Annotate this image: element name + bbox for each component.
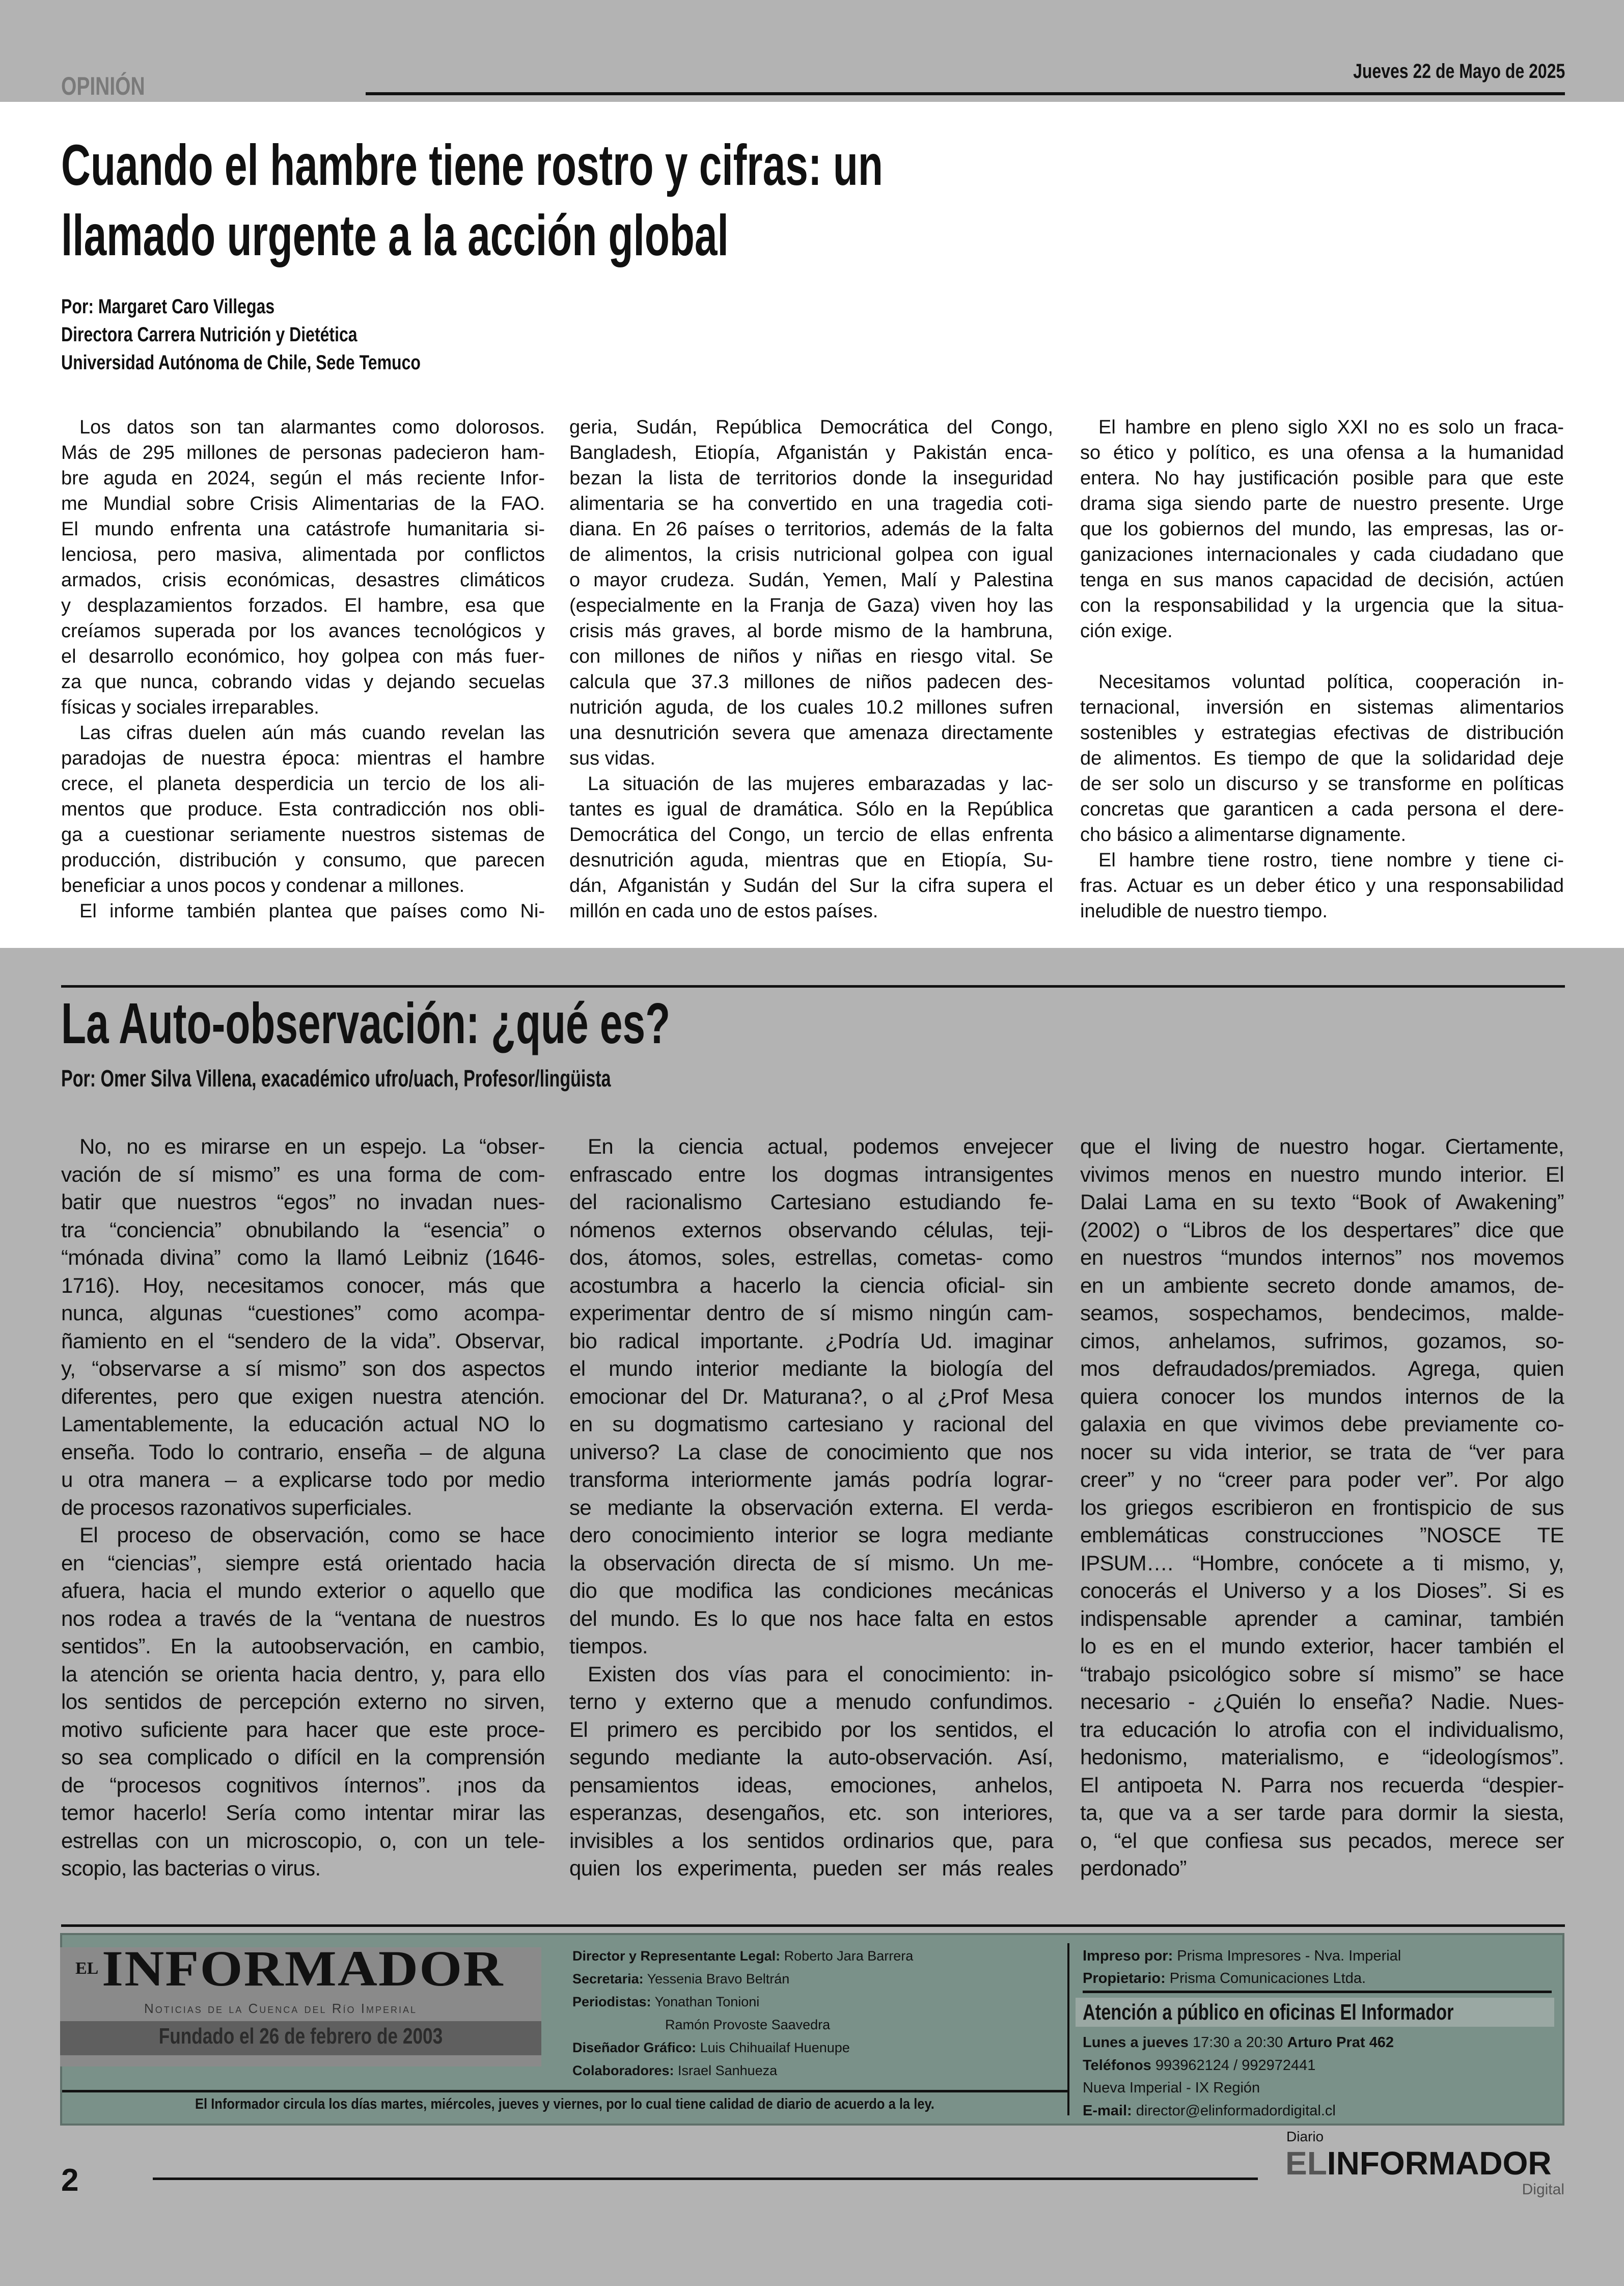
staff-row [572, 2036, 913, 2059]
text-line: sentidos”. En la autoobservación, en cambio, [61, 1634, 545, 1658]
text-line: universo? La clase de conocimiento que nos [569, 1439, 1053, 1464]
text-line: el desarrollo económico, hoy golpea con más fuer- [61, 646, 545, 667]
article2-column-1 [61, 1133, 545, 1883]
hours-row [1083, 2031, 1394, 2054]
article1-column-3 [1080, 415, 1564, 924]
text-line: diana. En 26 países o territorios, además de la falta [569, 519, 1053, 540]
text-line: esperanzas, desengaños, etc. son interiores, [569, 1801, 1053, 1825]
text-line: Existen dos vías para el conocimiento: in- [588, 1662, 1053, 1686]
text-line: armados, crisis económicas, desastres climáticos [61, 569, 545, 591]
text-line: de ser solo un discurso y se transforme en políticas [1080, 773, 1564, 795]
newspaper-logo [102, 1940, 504, 1997]
text-line: (2002) o “Libros de los despertares” dice que [1080, 1217, 1564, 1242]
office-title [1083, 1998, 1558, 2027]
text-line: enseña. Todo lo contrario, enseña – de alguna [61, 1439, 545, 1464]
staff-value: Israel Sanhueza [674, 2063, 778, 2078]
text-line: y, “observarse a sí mismo” son dos aspectos [61, 1356, 545, 1380]
staff-value: Yessenia Bravo Beltrán [643, 1971, 790, 1986]
logo-el: EL [75, 1959, 99, 1978]
text-line: seamos, sospechamos, bendecimos, malde- [1080, 1301, 1564, 1325]
text-line: El primero es percibido por los sentidos, el [569, 1717, 1053, 1741]
text-line: dio que modifica las condiciones mecánicas [569, 1579, 1053, 1602]
text-line: quiera conocer los mundos internos de la [1080, 1384, 1564, 1408]
article1-headline [61, 130, 1219, 270]
text-line: mentos que produce. Esta contradicción nos obli- [61, 799, 545, 820]
text-line: IPSUM…. “Hombre, conócete a ti mismo, y, [1080, 1550, 1564, 1575]
text-line: “trabajo psicológico sobre sí mismo” se hace [1080, 1662, 1564, 1686]
staff-value: Yonathan Tonioni [651, 1994, 760, 2009]
text-line: bio radical importante. ¿Podría Ud. imaginar [569, 1328, 1053, 1353]
masthead-vertical-divider [1067, 1943, 1069, 2115]
text-line: fras. Actuar es un deber ético y una responsabilidad [1080, 875, 1564, 896]
text-line: que los gobiernos del mundo, las empresas, las or- [1080, 519, 1564, 540]
staff-row [572, 2059, 913, 2082]
staff-row [572, 2013, 913, 2036]
circulation-note [62, 2096, 1067, 2113]
text-line: nutrición aguda, de los cuales 10.2 millones sufren [569, 697, 1053, 718]
page-number: 2 [61, 2163, 79, 2198]
text-line: con la responsabilidad y la urgencia que la situa- [1080, 595, 1564, 616]
text-line: lo es en el mundo exterior, hacer también el [1080, 1634, 1564, 1658]
text-line: se mediante la observación externa. El verda- [569, 1495, 1053, 1519]
text-line: ga a cuestionar seriamente nuestros sistemas de [61, 824, 545, 846]
text-line: que el living de nuestro hogar. Ciertamente, [1080, 1134, 1564, 1158]
brand-digital: Digital [1522, 2181, 1564, 2198]
byline-text: Por: Omer Silva Villena, exacadémico ufro/uach, Profesor/lingüista [61, 1065, 611, 1092]
text-line: scopio, las bacterias o virus. [61, 1856, 321, 1880]
issue-date-text: Jueves 22 de Mayo de 2025 [1353, 60, 1565, 83]
office-info [1083, 2031, 1394, 2122]
text-line: la observación directa de sí mismo. Un me- [569, 1550, 1053, 1575]
staff-value: Roberto Jara Barrera [780, 1948, 914, 1964]
staff-row [572, 1968, 913, 1991]
text-line: en nuestros “mundos internos” nos movemos [1080, 1245, 1564, 1269]
text-line: transforma interiormente jamás podría lograr- [569, 1467, 1053, 1491]
hours-label: Lunes a jueves [1083, 2034, 1189, 2051]
staff-label: Secretaria: [572, 1971, 644, 1986]
text-line: físicas y sociales irreparables. [61, 697, 319, 718]
staff-label: Periodistas: [572, 1994, 651, 2009]
text-line: cimos, anhelamos, sufrimos, gozamos, so- [1080, 1328, 1564, 1353]
headline-line: Cuando el hambre tiene rostro y cifras: un [61, 133, 883, 197]
text-line: El informe también plantea que países como Ni- [79, 901, 545, 922]
section-label-text: OPINIÓN [61, 72, 145, 100]
text-line: (especialmente en la Franja de Gaza) viven hoy las [569, 595, 1053, 616]
text-line: acostumbra a hacerlo la ciencia oficial- sin [569, 1273, 1053, 1297]
text-line: de alimentos. Es tiempo de que la solidaridad deje [1080, 748, 1564, 769]
text-line: El mundo enfrenta una catástrofe humanitaria si- [61, 519, 545, 540]
text-line: de “procesos cognitivos ínternos”. ¡nos da [61, 1773, 545, 1797]
text-line: ganizaciones internacionales y cada ciudadano que [1080, 544, 1564, 565]
text-line: sus vidas. [569, 748, 655, 769]
paragraph [1080, 669, 1564, 848]
section-label [61, 71, 169, 101]
paragraph [569, 1133, 1053, 1661]
printer-label: Impreso por: [1083, 1948, 1173, 1964]
staff-value: Luis Chihuailaf Huenupe [696, 2040, 850, 2055]
text-line: de procesos razonativos superficiales. [61, 1495, 412, 1519]
brand-logo [1285, 2147, 1552, 2180]
text-line: ta, que va a ser tarde para dormir la siesta, [1080, 1801, 1564, 1825]
text-line: tra educación lo atrofia con el individualismo, [1080, 1717, 1564, 1741]
text-line: en un ambiente secreto donde amamos, de- [1080, 1273, 1564, 1297]
text-line: En la ciencia actual, podemos envejecer [588, 1134, 1053, 1158]
text-line: 1716). Hoy, necesitamos conocer, más que [61, 1273, 545, 1297]
text-line: alimentaria se ha convertido en una tragedia coti- [569, 493, 1053, 514]
text-line: hedonismo, materialismo, e “ideologísmos”. [1080, 1745, 1564, 1769]
text-line: paradojas de nuestra época: mientras el hambre [61, 748, 545, 769]
text-line: quien los experimenta, pueden ser más reales [569, 1856, 1053, 1880]
text-line: batir que nuestros “egos” no invadan nues- [61, 1190, 545, 1214]
paragraph [569, 771, 1053, 924]
text-line: segundo mediante la auto-observación. Así, [569, 1745, 1053, 1769]
text-line: Más de 295 millones de personas padecieron ham- [61, 442, 545, 464]
text-line: dán, Afganistán y Sudán del Sur la cifra supera el [569, 875, 1053, 896]
issue-date [1300, 60, 1565, 83]
text-line: me Mundial sobre Crisis Alimentarias de la FAO. [61, 493, 545, 514]
publisher-divider [1083, 1991, 1552, 1993]
text-line: calcula que 37.3 millones de niños padecen des- [569, 671, 1053, 693]
text-line: la atención se orienta hacia dentro, y, para ello [61, 1662, 545, 1686]
footer-rule [61, 1924, 1565, 1927]
headline-line: llamado urgente a la acción global [61, 203, 729, 267]
text-line: Democrática del Congo, un tercio de ellas enfrenta [569, 824, 1053, 846]
text-line: perdonado” [1080, 1856, 1187, 1880]
text-line: necesario - ¿Quién lo enseña? Nadie. Nues- [1080, 1690, 1564, 1713]
text-line: mos defraudados/premiados. Agrega, quien [1080, 1356, 1564, 1380]
paragraph-gap [1080, 644, 1564, 669]
text-line: nómenos externos observando células, teji- [569, 1217, 1053, 1242]
text-line: diferentes, pero que exigen nuestra atención. [61, 1384, 545, 1408]
text-line: beneficiar a unos pocos y condenar a millones. [61, 875, 465, 896]
article1-byline [61, 293, 510, 377]
article2-byline [61, 1065, 804, 1093]
circulation-text: El Informador circula los días martes, miércoles, jueves y viernes, por lo cual tiene calidad de diario de acuerdo a la ley. [195, 2096, 934, 2112]
staff-row [572, 1991, 913, 2013]
founded-date [60, 2024, 541, 2049]
text-line: Lamentablemente, la educación actual NO lo [61, 1412, 545, 1436]
email-row [1083, 2100, 1394, 2122]
text-line: del racionalismo Cartesiano estudiando fe- [569, 1190, 1053, 1214]
text-line: invisibles a los sentidos ordinarios que, para [569, 1828, 1053, 1853]
owner-row [1083, 1967, 1401, 1990]
text-line: el mundo interior mediante la biología del [569, 1356, 1053, 1380]
location: Nueva Imperial - IX Región [1083, 2080, 1260, 2096]
phones-row [1083, 2054, 1394, 2077]
text-line: bezan la lista de territorios donde la inseguridad [569, 468, 1053, 489]
text-line: conocerás el Universo y a los Dioses”. Si es [1080, 1579, 1564, 1602]
text-line: emblemáticas construcciones ”NOSCE TE [1080, 1523, 1564, 1547]
text-line: ción exige. [1080, 620, 1173, 642]
email-link[interactable]: director@elinformadordigital.cl [1132, 2102, 1336, 2119]
paragraph [1080, 1133, 1564, 1883]
byline-role: Directora Carrera Nutrición y Dietética [61, 323, 357, 346]
text-line: ñamiento en el “sendero de la vida”. Observar, [61, 1328, 545, 1353]
paragraph [61, 720, 545, 899]
byline-author: Por: Margaret Caro Villegas [61, 295, 275, 318]
paragraph [61, 1521, 545, 1883]
phones-value: 993962124 / 992972441 [1151, 2057, 1316, 2074]
text-line: ternacional, inversión en sistemas alimentarios [1080, 697, 1564, 718]
article-divider [61, 985, 1565, 988]
staff-label: Colaboradores: [572, 2063, 674, 2078]
text-line: tiempos. [569, 1634, 648, 1658]
text-line: con millones de niños y niñas en riesgo vital. Se [569, 646, 1053, 667]
text-line: y desplazamientos forzados. El hambre, esa que [61, 595, 545, 616]
text-line: u otra manera – a explicarse todo por medio [61, 1467, 545, 1491]
text-line: El antipoeta N. Parra nos recuerda “despier- [1080, 1773, 1564, 1797]
text-line: en su dogmatismo cartesiano y racional del [569, 1412, 1053, 1436]
paragraph [61, 899, 545, 924]
text-line: emocionar del Dr. Maturana?, o al ¿Prof Mesa [569, 1384, 1053, 1408]
text-line: vación de sí mismo” es una forma de com- [61, 1162, 545, 1186]
phones-label: Teléfonos [1083, 2057, 1151, 2074]
text-line: experimentar dentro de sí mismo ningún cam- [569, 1301, 1053, 1325]
owner-value: Prisma Comunicaciones Ltda. [1165, 1970, 1366, 1986]
text-line: los griegos escribieron en frontispicio de sus [1080, 1495, 1564, 1519]
text-line: El proceso de observación, como se hace [79, 1523, 545, 1547]
text-line: geria, Sudán, República Democrática del Congo, [569, 417, 1053, 438]
printer-value: Prisma Impresores - Nva. Imperial [1173, 1948, 1401, 1964]
text-line: en “ciencias”, siempre está orientado hacia [61, 1550, 545, 1575]
text-line: sostenibles y estrategias efectivas de distribución [1080, 722, 1564, 744]
text-line: za que nunca, cobrando vidas y dejando secuelas [61, 671, 545, 693]
byline-institution: Universidad Autónoma de Chile, Sede Temuco [61, 351, 421, 374]
text-line: una desnutrición severa que amenaza directamente [569, 722, 1053, 744]
text-line: pensamientos ideas, emociones, anhelos, [569, 1773, 1053, 1797]
text-line: Necesitamos voluntad política, cooperación in- [1098, 671, 1564, 693]
text-line: o mayor crudeza. Sudán, Yemen, Malí y Palestina [569, 569, 1053, 591]
text-line: producción, distribución y consumo, que parecen [61, 850, 545, 871]
printer-row [1083, 1945, 1401, 1967]
text-line: galaxia en que vivimos debe previamente co- [1080, 1412, 1564, 1436]
text-line: cho básico a alimentarse dignamente. [1080, 824, 1407, 846]
staff-list [572, 1945, 913, 2082]
text-line: vivimos menos en nuestro mundo interior. El [1080, 1162, 1564, 1186]
office-address: Arturo Prat 462 [1287, 2034, 1394, 2051]
article2-headline [61, 988, 919, 1058]
text-line: lenciosa, pero masiva, alimentada por conflictos [61, 544, 545, 565]
staff-label: Diseñador Gráfico: [572, 2040, 697, 2055]
founded-text: Fundado el 26 de febrero de 2003 [158, 2024, 443, 2049]
text-line: millón en cada uno de estos países. [569, 901, 878, 922]
text-line: creer” y no “creer para poder ver”. Por algo [1080, 1467, 1564, 1491]
paragraph [1080, 848, 1564, 924]
text-line: El hambre en pleno siglo XXI no es solo un fraca- [1098, 417, 1564, 438]
text-line: temor hacerlo! Sería como intentar mirar las [61, 1801, 545, 1825]
text-line: creíamos superada por los avances tecnológicos y [61, 620, 545, 642]
paragraph [61, 415, 545, 720]
article2-column-2 [569, 1133, 1053, 1883]
hours-value: 17:30 a 20:30 [1188, 2034, 1287, 2051]
text-line: “mónada divina” como la llamó Leibniz (1646- [61, 1245, 545, 1269]
text-line: terno y externo que a menudo confundimos. [569, 1690, 1053, 1713]
text-line: crisis más graves, al borde mismo de la hambruna, [569, 620, 1053, 642]
headline-text: La Auto-observación: ¿qué es? [61, 991, 671, 1055]
brand-name: INFORMADOR [1327, 2145, 1552, 2182]
text-line: ineludible de nuestro tiempo. [1080, 901, 1328, 922]
text-line: nunca, algunas “cuestiones” como acompa- [61, 1301, 545, 1325]
text-line: enfrascado entre los dogmas intransigentes [569, 1162, 1053, 1186]
text-line: No, no es mirarse en un espejo. La “obser- [79, 1134, 545, 1158]
text-line: concretas que garanticen a cada persona el dere- [1080, 799, 1564, 820]
text-line: de alimentos, la crisis nutricional golpea con igual [569, 544, 1053, 565]
text-line: tra “conciencia” obnubilando la “esencia” o [61, 1217, 545, 1242]
bottom-rule [153, 2178, 1258, 2180]
paragraph [569, 1661, 1053, 1883]
text-line: Las cifras duelen aún más cuando revelan las [79, 722, 545, 744]
text-line: motivo suficiente para hacer que este proce- [61, 1717, 545, 1741]
article1-column-1 [61, 415, 545, 924]
text-line: tenga en sus manos capacidad de decisión, actúen [1080, 569, 1564, 591]
publisher-info [1083, 1945, 1401, 1990]
office-title-text: Atención a público en oficinas El Informador [1083, 2000, 1454, 2025]
paragraph [61, 1133, 545, 1521]
text-line: Dalai Lama en su texto “Book of Awakening” [1080, 1190, 1564, 1214]
text-line: Los datos son tan alarmantes como dolorosos. [79, 417, 545, 438]
brand-el: EL [1285, 2145, 1327, 2182]
text-line: drama siga siendo parte de nuestro presente. Urge [1080, 493, 1564, 514]
logo-name: INFORMADOR [102, 1940, 504, 1997]
masthead-divider [62, 2090, 1068, 2092]
text-line: so ético y político, es una ofensa a la humanidad [1080, 442, 1564, 464]
brand-diario: Diario [1286, 2129, 1324, 2144]
text-line: El hambre tiene rostro, tiene nombre y tiene ci- [1098, 850, 1564, 871]
staff-label: Director y Representante Legal: [572, 1948, 781, 1964]
text-line: o, “el que confiesa sus pecados, merece ser [1080, 1828, 1564, 1853]
email-label: E-mail: [1083, 2102, 1132, 2119]
staff-value: Ramón Provoste Saavedra [665, 2017, 831, 2032]
text-line: La situación de las mujeres embarazadas y lac- [588, 773, 1053, 795]
text-line: nocer su vida interior, se trata de “ver para [1080, 1439, 1564, 1464]
owner-label: Propietario: [1083, 1970, 1166, 1986]
article1-column-2 [569, 415, 1053, 924]
text-line: estrellas con un microscopio, o, con un tele- [61, 1828, 545, 1853]
text-line: los sentidos de percepción externo no sirven, [61, 1690, 545, 1713]
text-line: del mundo. Es lo que nos hace falta en estos [569, 1606, 1053, 1630]
text-line: entera. No hay justificación posible para que este [1080, 468, 1564, 489]
text-line: so sea complicado o difícil en la comprensión [61, 1745, 545, 1769]
paragraph [569, 415, 1053, 771]
text-line: nos rodea a través de la “ventana de nuestros [61, 1606, 545, 1630]
text-line: dos, átomos, soles, estrellas, cometas- como [569, 1245, 1053, 1269]
text-line: crece, el planeta desperdicia un tercio de los ali- [61, 773, 545, 795]
text-line: bre aguda en 2024, según el más reciente Infor- [61, 468, 545, 489]
paragraph [1080, 415, 1564, 644]
text-line: desnutrición aguda, mientras que en Etiopía, Su- [569, 850, 1053, 871]
text-line: tantes es igual de dramática. Sólo en la República [569, 799, 1053, 820]
article2-column-3 [1080, 1133, 1564, 1883]
logo-tagline: Noticias de la Cuenca del Río Imperial [144, 2001, 417, 2016]
text-line: dero conocimiento interior se logra mediante [569, 1523, 1053, 1547]
text-line: Bangladesh, Etiopía, Afganistán y Pakistán enca- [569, 442, 1053, 464]
text-line: afuera, hacia el mundo exterior o aquello que [61, 1579, 545, 1602]
text-line: indispensable aprender a caminar, también [1080, 1606, 1564, 1630]
staff-row [572, 1945, 913, 1968]
header-rule [366, 92, 1565, 95]
